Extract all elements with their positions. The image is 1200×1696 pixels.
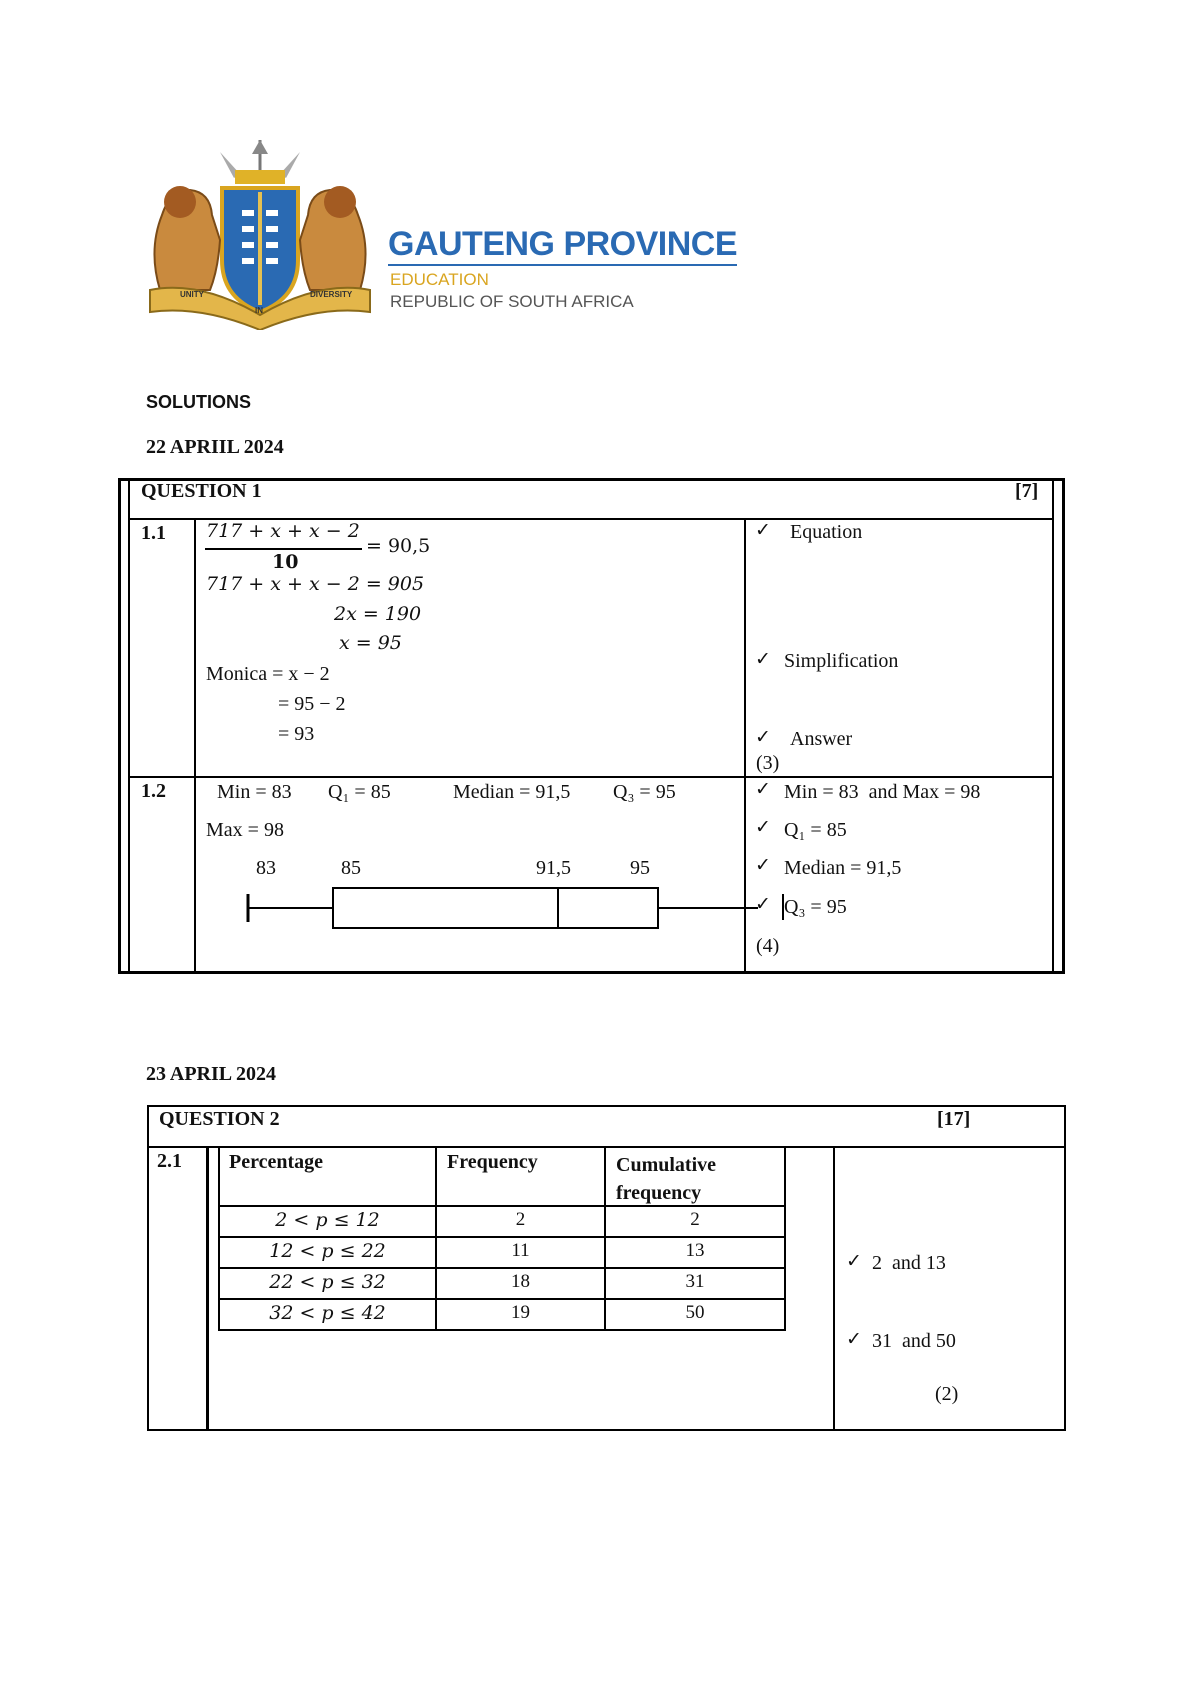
check-icon: ✓ (755, 893, 771, 915)
header-frequency: Frequency (447, 1151, 538, 1173)
mark-q1: Q₁ = 85 (784, 819, 847, 841)
question-2-marks: [17] (937, 1108, 971, 1130)
cell-percentage: 2 < p ≤ 12 (275, 1209, 380, 1231)
mark-31-and-50: 31 and 50 (872, 1330, 956, 1352)
header-cumulative-frequency: Cumulative frequency (616, 1154, 716, 1204)
mark-q3: Q₃ = 95 (784, 896, 847, 918)
boxplot-label-q3: 95 (630, 857, 650, 879)
cell-percentage: 32 < p ≤ 42 (269, 1302, 386, 1324)
equation-line-5: Monica = x − 2 (206, 663, 330, 685)
header-percentage: Percentage (229, 1151, 324, 1173)
cell-frequency: 11 (511, 1240, 530, 1261)
mark-total-2-1: (2) (935, 1383, 959, 1405)
equation-line-3: 2x = 190 (334, 603, 422, 625)
check-icon: ✓ (755, 854, 771, 876)
question-1-marks: [7] (1015, 480, 1039, 502)
equation-line-6: = 95 − 2 (278, 693, 346, 715)
cell-cumulative: 13 (685, 1240, 705, 1261)
logo-country: REPUBLIC OF SOUTH AFRICA (390, 292, 634, 311)
coat-of-arms-icon (140, 140, 380, 330)
question-1-2-number: 1.2 (141, 780, 166, 802)
check-icon: ✓ (755, 726, 771, 748)
mark-simplification: Simplification (784, 650, 899, 672)
cell-percentage: 22 < p ≤ 32 (269, 1271, 386, 1293)
box-median-to-q3 (558, 888, 658, 928)
crest-motto-mid: IN (255, 306, 263, 315)
equation-line-7: = 93 (278, 723, 315, 745)
boxplot-label-q1: 85 (341, 857, 361, 879)
mark-2-and-13: 2 and 13 (872, 1252, 946, 1274)
stat-median: Median = 91,5 (453, 781, 571, 803)
check-icon: ✓ (846, 1328, 862, 1350)
cell-cumulative: 31 (685, 1271, 705, 1292)
cell-frequency: 19 (511, 1302, 530, 1323)
cell-frequency: 2 (515, 1209, 526, 1230)
question-1-title: QUESTION 1 (141, 480, 262, 502)
logo-title: GAUTENG PROVINCE (388, 224, 737, 266)
mark-answer: Answer (790, 728, 853, 750)
mark-total-1-1: (3) (756, 752, 780, 774)
fraction-denominator: 10 (272, 551, 299, 573)
fraction-rhs: = 90,5 (366, 535, 431, 557)
logo (140, 140, 740, 330)
crest-motto-right: DIVERSITY (310, 290, 353, 299)
check-icon: ✓ (755, 778, 771, 800)
check-icon: ✓ (755, 648, 771, 670)
fraction-bar (205, 548, 362, 550)
logo-subtitle: EDUCATION (390, 270, 489, 289)
mark-total-1-2: (4) (756, 935, 780, 957)
mark-equation: Equation (790, 521, 863, 543)
equation-line-2: 717 + x + x − 2 = 905 (206, 573, 425, 595)
question-2-1-number: 2.1 (157, 1150, 182, 1172)
question-1-1-number: 1.1 (141, 522, 166, 544)
check-icon: ✓ (846, 1250, 862, 1272)
check-icon: ✓ (755, 519, 771, 541)
doc-heading: SOLUTIONS (146, 392, 252, 412)
stat-min: Min = 83 (217, 781, 292, 803)
date-2: 23 APRIL 2024 (146, 1063, 277, 1085)
date-1: 22 APRIIL 2024 (146, 436, 284, 458)
boxplot-label-median: 91,5 (536, 857, 571, 879)
box-q1-to-median (333, 888, 558, 928)
cell-percentage: 12 < p ≤ 22 (269, 1240, 386, 1262)
question-2-title: QUESTION 2 (159, 1108, 280, 1130)
mark-min-max: Min = 83 and Max = 98 (784, 781, 981, 803)
check-icon: ✓ (755, 816, 771, 838)
fraction-numerator: 717 + x + x − 2 (206, 520, 360, 542)
stat-q3: Q₃ = 95 (613, 781, 676, 803)
cell-cumulative: 2 (690, 1209, 700, 1230)
stat-max: Max = 98 (206, 819, 284, 841)
boxplot-label-min: 83 (256, 857, 276, 879)
crest-motto-left: UNITY (180, 290, 204, 299)
equation-line-4: x = 95 (339, 632, 402, 654)
stat-q1: Q₁ = 85 (328, 781, 391, 803)
cell-cumulative: 50 (685, 1302, 705, 1323)
mark-median: Median = 91,5 (784, 857, 902, 879)
cell-frequency: 18 (511, 1271, 530, 1292)
